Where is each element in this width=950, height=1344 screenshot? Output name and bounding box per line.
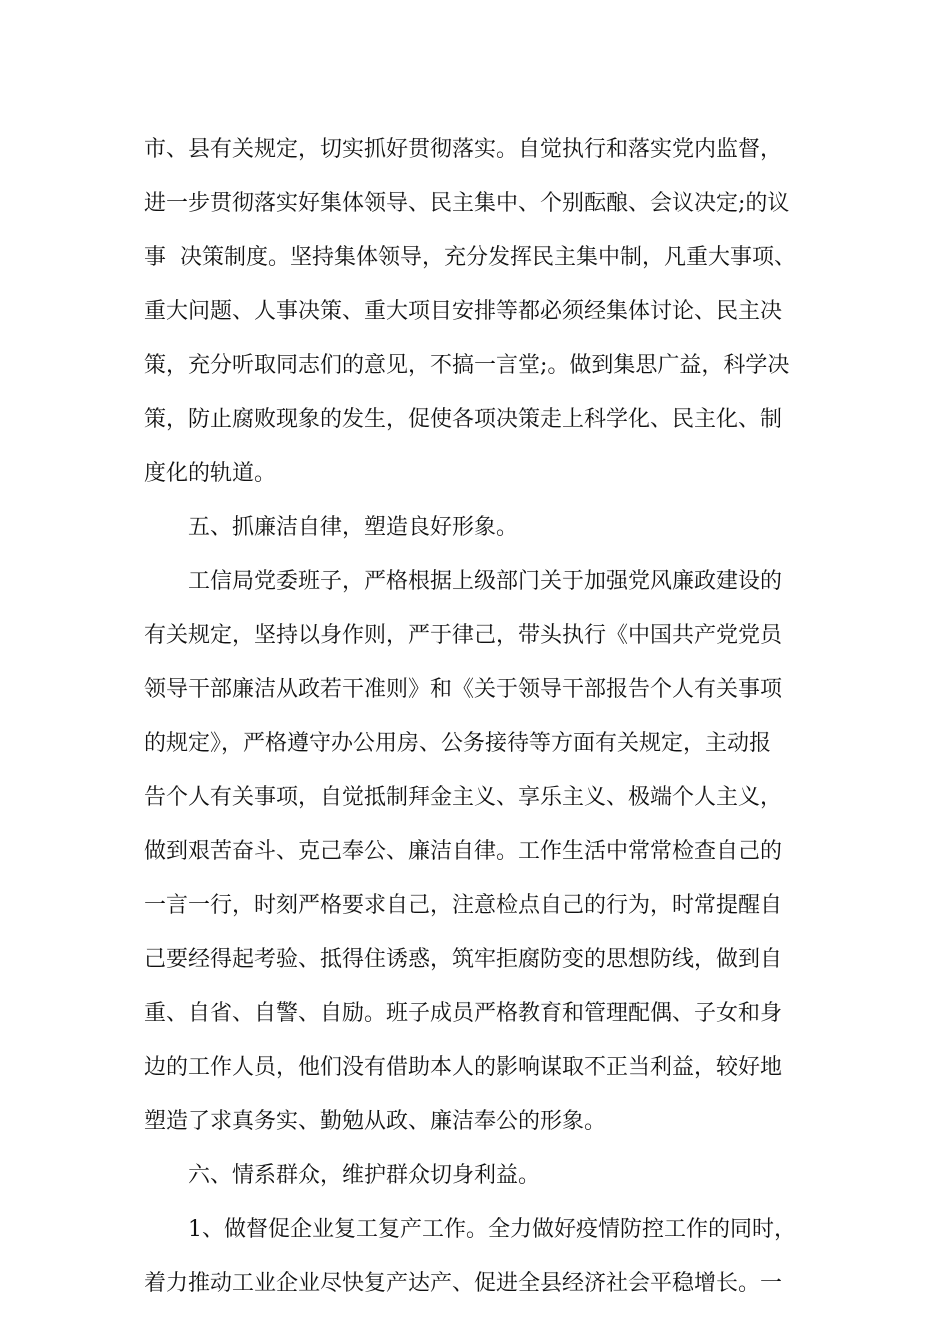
text-line: 己要经得起考验、抵得住诱惑，筑牢拒腐防变的思想防线，做到自 bbox=[144, 947, 783, 972]
text-line: 工信局党委班子，严格根据上级部门关于加强党风廉政建设的 bbox=[188, 569, 783, 594]
section-heading-six: 六、情系群众，维护群众切身利益。 bbox=[188, 1163, 541, 1188]
text-line: 一言一行，时刻严格要求自己，注意检点自己的行为，时常提醒自 bbox=[144, 893, 783, 918]
text-line: 事 决策制度。坚持集体领导，充分发挥民主集中制，凡重大事项、 bbox=[144, 245, 796, 270]
text-line: 的规定》，严格遵守办公用房、公务接待等方面有关规定，主动报 bbox=[144, 731, 772, 756]
text-line: 市、县有关规定，切实抓好贯彻落实。自觉执行和落实党内监督， bbox=[144, 137, 783, 162]
text-line: 重、自省、自警、自励。班子成员严格教育和管理配偶、子女和身 bbox=[144, 1001, 783, 1026]
text-line: 策，防止腐败现象的发生，促使各项决策走上科学化、民主化、制 bbox=[144, 407, 783, 432]
text-line: 着力推动工业企业尽快复产达产、促进全县经济社会平稳增长。一 bbox=[144, 1271, 783, 1296]
body-text bbox=[144, 123, 808, 1311]
text-line: 1、做督促企业复工复产工作。全力做好疫情防控工作的同时， bbox=[188, 1217, 796, 1242]
section-heading-five: 五、抓廉洁自律，塑造良好形象。 bbox=[188, 515, 519, 540]
text-line: 领导干部廉洁从政若干准则》和《关于领导干部报告个人有关事项 bbox=[144, 677, 783, 702]
text-line: 做到艰苦奋斗、克己奉公、廉洁自律。工作生活中常常检查自己的 bbox=[144, 839, 783, 864]
text-line: 度化的轨道。 bbox=[144, 461, 277, 486]
text-line: 策，充分听取同志们的意见，不搞一言堂;。做到集思广益，科学决 bbox=[144, 353, 790, 378]
text-line: 塑造了求真务实、勤勉从政、廉洁奉公的形象。 bbox=[144, 1109, 607, 1134]
text-line: 有关规定，坚持以身作则，严于律己，带头执行《中国共产党党员 bbox=[144, 623, 783, 648]
text-line: 边的工作人员，他们没有借助本人的影响谋取不正当利益，较好地 bbox=[144, 1055, 783, 1080]
text-line: 重大问题、人事决策、重大项目安排等都必须经集体讨论、民主决 bbox=[144, 299, 783, 324]
text-line: 告个人有关事项，自觉抵制拜金主义、享乐主义、极端个人主义， bbox=[144, 785, 783, 810]
text-line: 进一步贯彻落实好集体领导、民主集中、个别酝酿、会议决定;的议 bbox=[144, 191, 790, 216]
